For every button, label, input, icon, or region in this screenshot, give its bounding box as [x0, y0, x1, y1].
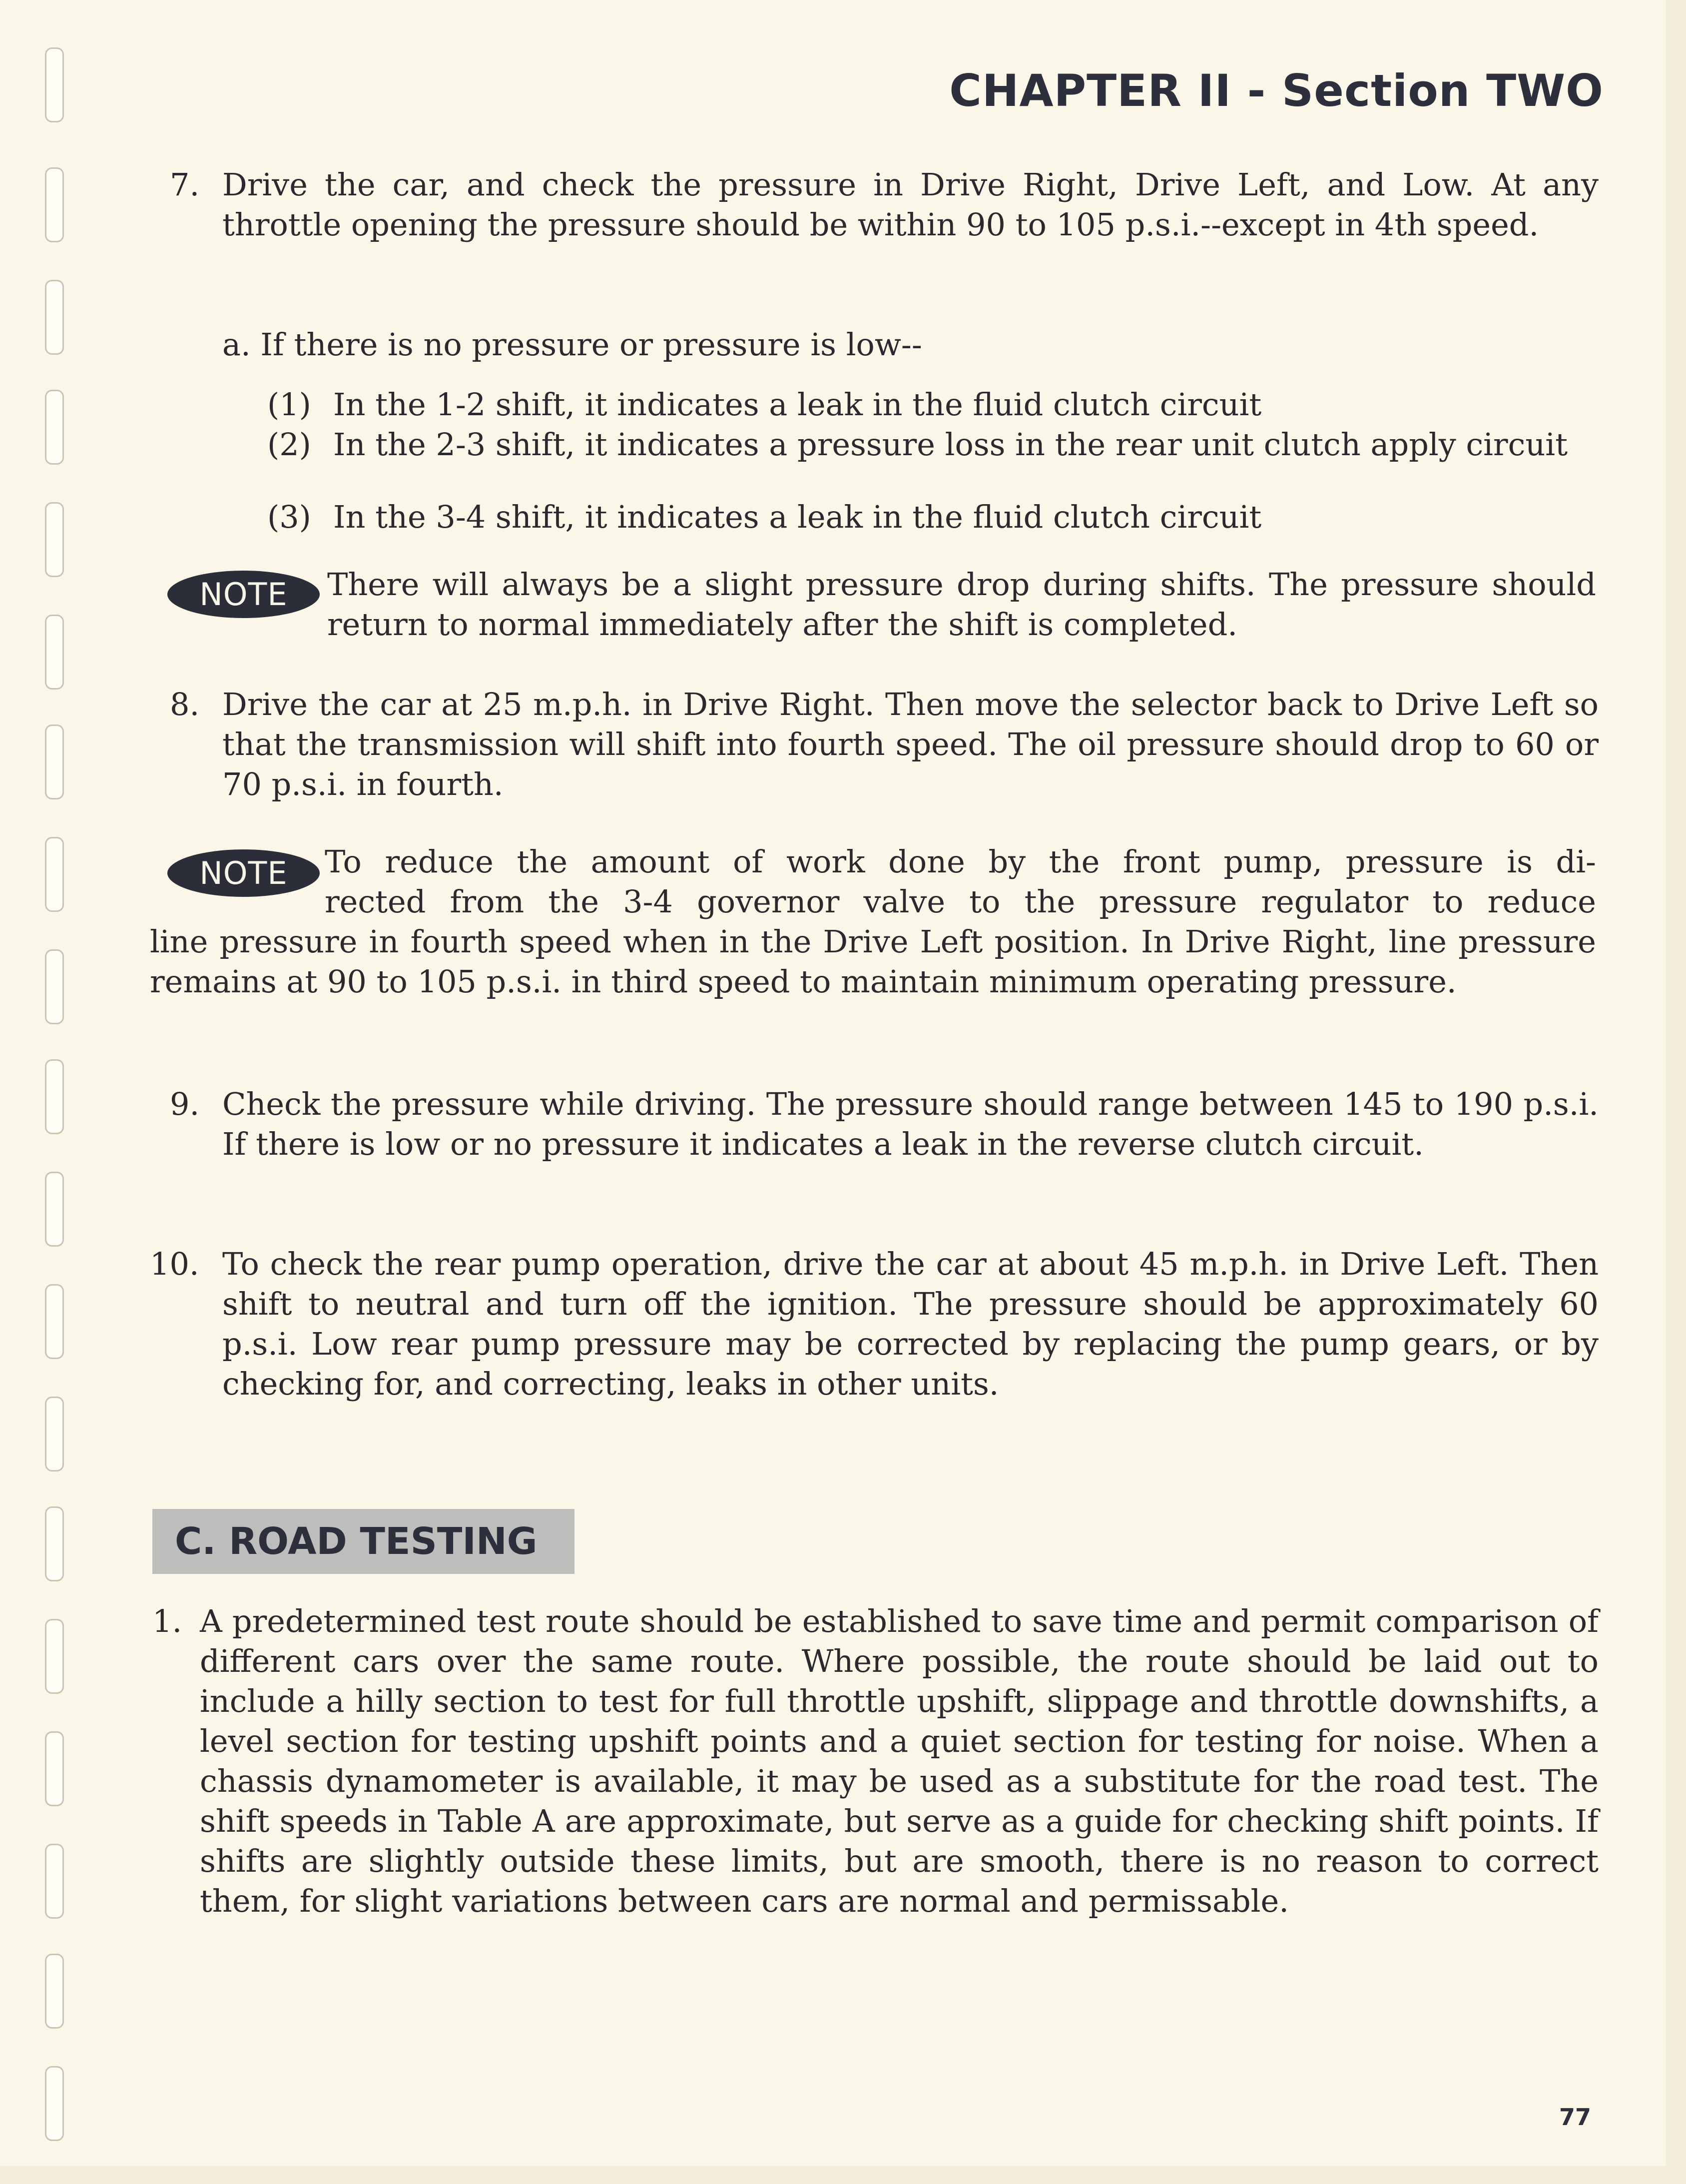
binder-hole	[45, 1619, 64, 1694]
sub-step-number: (1)	[267, 386, 311, 423]
binder-hole	[45, 1284, 64, 1359]
note-text-line: To reduce the amount of work done by the front pump, pressure is di-	[325, 843, 1596, 880]
step-10	[150, 1244, 1599, 1404]
step-number: 9.	[170, 1086, 200, 1122]
step-7-sub-3	[267, 497, 1606, 537]
note-2-rest	[150, 922, 1596, 1002]
sub-step-text: In the 2-3 shift, it indicates a pressure loss in the rear unit clutch apply circuit	[333, 426, 1568, 463]
step-text: To check the rear pump operation, drive the car at about 45 m.p.h. in Drive Left. Then shift to neutral and turn off the ignition. The pressure should be approximately 60 p.s.i. Low rear pump pressure may be corrected by replacing the pump gears, or by checking for, and correcting, leaks in other units.	[222, 1246, 1599, 1402]
binder-hole	[45, 949, 64, 1024]
sub-step-text: a. If there is no pressure or pressure is low--	[222, 326, 922, 363]
page-number: 77	[1559, 2104, 1591, 2131]
binder-hole	[45, 1172, 64, 1247]
binder-hole	[45, 1506, 64, 1581]
step-7	[170, 165, 1599, 245]
binder-hole	[45, 2066, 64, 2141]
binder-hole	[45, 1954, 64, 2029]
step-text: A predetermined test route should be established to save time and permit comparison of different cars over the same route. Where possible, the route should be laid out to include a hilly section to test for full throttle upshift, slippage and throttle downshifts, a level section for testing upshift points and a quiet section for testing for noise. When a chassis dynamometer is available, it may be used as a substitute for the road test. The shift speeds in Table A are approximate, but serve as a guide for checking shift points. If shifts are slightly outside these limits, but are smooth, there is no reason to correct them, for slight variations between cars are normal and permissable.	[200, 1603, 1599, 1919]
step-number: 10.	[150, 1246, 199, 1282]
step-number: 1.	[152, 1603, 182, 1639]
step-7-sub-1	[267, 385, 1606, 425]
step-7-sub-2	[267, 425, 1606, 462]
binder-hole	[45, 167, 64, 242]
binder-hole	[45, 390, 64, 465]
binder-holes	[45, 0, 75, 2184]
binder-hole	[45, 47, 64, 122]
page-edge-bottom	[0, 2166, 1686, 2184]
note-badge: NOTE	[167, 571, 320, 618]
binder-hole	[45, 1731, 64, 1806]
step-number: 8.	[170, 686, 200, 723]
note-badge: NOTE	[167, 849, 320, 897]
binder-hole	[45, 280, 64, 355]
note-text: There will always be a slight pressure drop during shifts. The pressure should return to normal immediately after the shift is completed.	[327, 566, 1596, 643]
note-text: line pressure in fourth speed when in the Drive Left position. In Drive Right, line pressure remains at 90 to 105 p.s.i. in third speed to maintain minimum operating pressure.	[150, 923, 1596, 1000]
step-9	[170, 1084, 1599, 1164]
note-text-line: rected from the 3-4 governor valve to the pressure regulator to reduce	[325, 883, 1596, 920]
binder-hole	[45, 1844, 64, 1919]
step-number: 7.	[170, 166, 200, 203]
step-text: Check the pressure while driving. The pressure should range between 145 to 190 p.s.i. If there is low or no pressure it indicates a leak in the reverse clutch circuit.	[222, 1086, 1599, 1162]
step-text: Drive the car, and check the pressure in Drive Right, Drive Left, and Low. At any throttle opening the pressure should be within 90 to 105 p.s.i.--except in 4th speed.	[222, 166, 1599, 243]
binder-hole	[45, 837, 64, 912]
page-edge-right	[1666, 0, 1686, 2184]
note-2-first-lines	[325, 842, 1596, 922]
step-7-sub-a	[222, 325, 1571, 365]
sub-step-number: (3)	[267, 499, 311, 535]
step-8	[170, 685, 1599, 804]
step-text: Drive the car at 25 m.p.h. in Drive Right. Then move the selector back to Drive Left so that the transmission will shift into fourth speed. The oil pressure should drop to 60 or 70 p.s.i. in fourth.	[222, 686, 1599, 802]
road-testing-step-1	[152, 1601, 1599, 1921]
binder-hole	[45, 1059, 64, 1134]
section-heading: C. ROAD TESTING	[152, 1509, 574, 1574]
binder-hole	[45, 1397, 64, 1471]
binder-hole	[45, 615, 64, 690]
binder-hole	[45, 502, 64, 577]
chapter-header: CHAPTER II - Section TWO	[949, 65, 1604, 116]
sub-step-number: (2)	[267, 426, 311, 463]
sub-step-text: In the 1-2 shift, it indicates a leak in the fluid clutch circuit	[333, 386, 1262, 423]
sub-step-text: In the 3-4 shift, it indicates a leak in the fluid clutch circuit	[333, 499, 1262, 535]
binder-hole	[45, 725, 64, 799]
note-1	[327, 565, 1596, 645]
